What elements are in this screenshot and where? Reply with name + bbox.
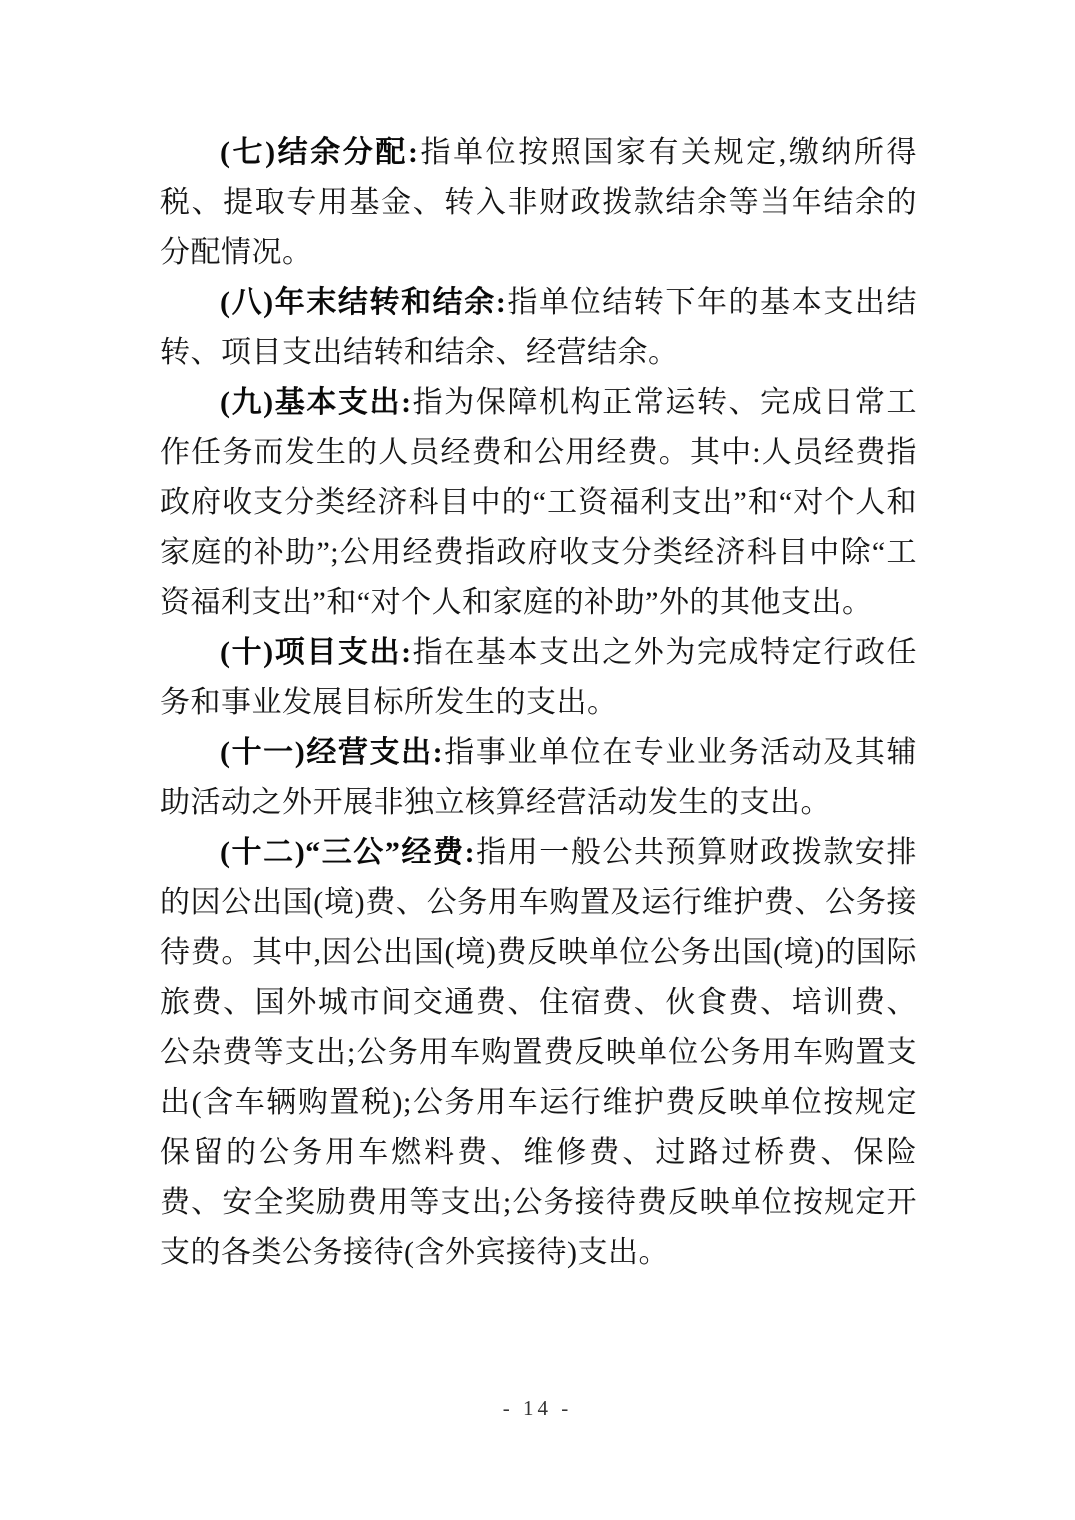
paragraph-heading: (十二)“三公”经费: <box>220 836 476 869</box>
paragraph-text: 指单位结转下年的基本支出结转、项目支出结转和结余、经营结余。 <box>160 286 917 369</box>
paragraph-heading: (九)基本支出: <box>220 386 412 419</box>
paragraph-text: 指在基本支出之外为完成特定行政任务和事业发展目标所发生的支出。 <box>160 636 917 719</box>
paragraph-text: 指用一般公共预算财政拨款安排的因公出国(境)费、公务用车购置及运行维护费、公务接待费。其中,因公出国(境)费反映单位公务出国(境)的国际旅费、国外城市间交通费、住宿费、伙食费、培训费、公杂费等支出;公务用车购置费反映单位公务用车购置支出(含车辆购置税);公务用车运行维护费反映单位按规定保留的公务用车燃料费、维修费、过路过桥费、保险费、安全奖励费用等支出;公务接待费反映单位按规定开支的各类公务接待(含外宾接待)支出。 <box>160 836 918 1269</box>
page-number: - 14 - <box>502 1396 573 1420</box>
paragraph-text: 指事业单位在专业业务活动及其辅助活动之外开展非独立核算经营活动发生的支出。 <box>160 736 917 819</box>
paragraph-item-11 <box>160 728 917 828</box>
paragraph-item-10 <box>160 628 917 728</box>
paragraph-item-9 <box>160 378 917 628</box>
paragraph-text: 指为保障机构正常运转、完成日常工作任务而发生的人员经费和公用经费。其中:人员经费指政府收支分类经济科目中的“工资福利支出”和“对个人和家庭的补助”;公用经费指政府收支分类经济科目中除“工资福利支出”和“对个人和家庭的补助”外的其他支出。 <box>160 386 917 619</box>
document-body <box>160 128 917 1278</box>
paragraph-item-8 <box>160 278 917 378</box>
paragraph-heading: (十一)经营支出: <box>220 736 444 769</box>
paragraph-item-12 <box>160 828 917 1278</box>
paragraph-heading: (十)项目支出: <box>220 636 412 669</box>
paragraph-text: 指单位按照国家有关规定,缴纳所得税、提取专用基金、转入非财政拨款结余等当年结余的分配情况。 <box>160 136 917 269</box>
paragraph-heading: (八)年末结转和结余: <box>220 286 507 319</box>
page-footer <box>0 1396 1075 1421</box>
paragraph-item-7 <box>160 128 917 278</box>
paragraph-heading: (七)结余分配: <box>220 136 419 169</box>
